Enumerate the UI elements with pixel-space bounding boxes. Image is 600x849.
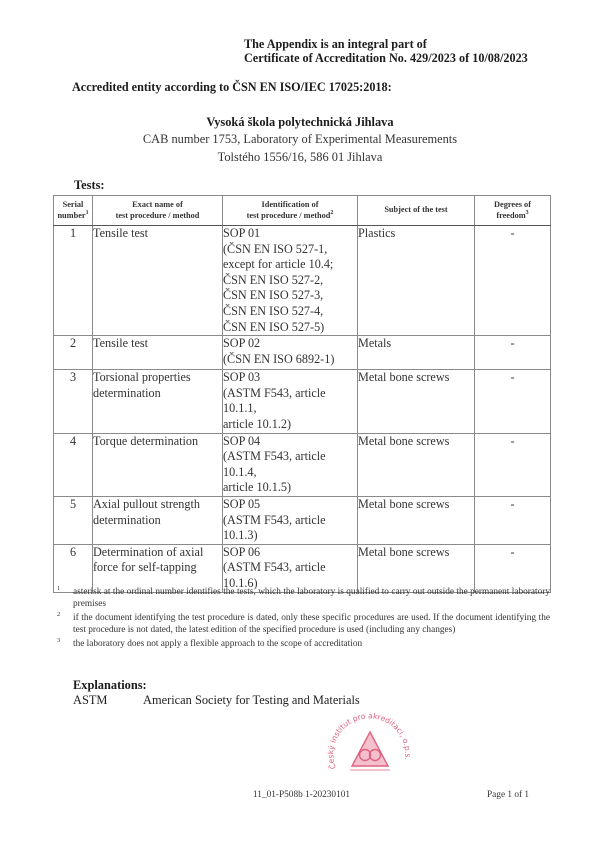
appendix-header-line1: The Appendix is an integral part of	[244, 37, 427, 51]
cell-identification-line: 10.1.3)	[223, 528, 258, 543]
cell-test-name-line: Axial pullout strength	[93, 496, 200, 511]
cell-identification-line: (ASTM F543, article	[223, 449, 326, 464]
appendix-header	[244, 37, 528, 65]
cell-subject: Metal bone screws	[358, 496, 475, 544]
header-identification	[223, 196, 358, 226]
header-degrees-line1: Degrees of	[494, 200, 531, 209]
cell-serial-number: 6	[54, 544, 93, 592]
cell-test-name	[93, 496, 223, 544]
cell-degrees-of-freedom: -	[475, 433, 551, 496]
table-header-row	[54, 196, 551, 226]
stamp-triangle	[352, 732, 388, 766]
cell-identification-line: ČSN EN ISO 527-4,	[223, 303, 324, 318]
cell-test-name	[93, 226, 223, 336]
footnote-ref: 3	[525, 209, 529, 216]
tests-table	[53, 195, 551, 593]
cell-identification-line: ČSN EN ISO 527-3,	[223, 288, 324, 303]
header-degrees-of-freedom	[475, 196, 551, 226]
tests-table-body	[54, 226, 551, 593]
footnote-1	[53, 587, 550, 610]
cell-test-name	[93, 433, 223, 496]
cell-test-name	[93, 336, 223, 370]
footnote-text: the laboratory does not apply a flexible approach to the scope of accreditation	[73, 639, 363, 650]
cell-identification-line: article 10.1.5)	[223, 480, 292, 495]
explanation-abbreviation: ASTM	[73, 693, 108, 707]
cell-identification	[223, 336, 358, 370]
cell-identification-line: (ČSN EN ISO 527-1,	[223, 241, 328, 256]
cell-identification-line: 10.1.1,	[223, 401, 257, 416]
footnotes	[53, 587, 550, 654]
cell-identification-line: ČSN EN ISO 527-2,	[223, 272, 324, 287]
cell-identification-line: SOP 05	[223, 496, 261, 511]
cell-identification-line: SOP 04	[223, 433, 261, 448]
header-subject: Subject of the test	[358, 196, 475, 226]
tests-label: Tests:	[74, 178, 105, 192]
cell-test-name	[93, 544, 223, 592]
cell-identification	[223, 226, 358, 336]
accreditation-stamp-icon	[326, 710, 414, 786]
cell-identification	[223, 433, 358, 496]
header-id-line1: Identification of	[261, 200, 319, 209]
cell-degrees-of-freedom: -	[475, 226, 551, 336]
cell-identification-line: (ČSN EN ISO 6892-1)	[223, 351, 335, 366]
cell-serial-number: 1	[54, 226, 93, 336]
cell-serial-number: 3	[54, 370, 93, 433]
cell-identification-line: SOP 06	[223, 544, 261, 559]
cell-test-name-line: Tensile test	[93, 336, 148, 351]
cell-test-name-line: Torque determination	[93, 433, 199, 448]
organization-name: Vysoká škola polytechnická Jihlava	[206, 115, 394, 129]
header-name-line2: test procedure / method	[115, 210, 200, 220]
cell-subject: Metals	[358, 336, 475, 370]
cell-test-name-line: Tensile test	[93, 226, 148, 240]
cell-degrees-of-freedom: -	[475, 496, 551, 544]
cell-identification	[223, 544, 358, 592]
cell-identification-line: (ASTM F543, article	[223, 385, 326, 400]
cell-degrees-of-freedom: -	[475, 544, 551, 592]
table-row	[54, 496, 551, 544]
header-name-line1: Exact name of	[132, 200, 183, 209]
footnote-ref: 1	[85, 209, 89, 216]
cell-identification-line: SOP 03	[223, 370, 261, 385]
header-id-line2: test procedure / method	[246, 210, 331, 220]
footnote-mark: 3	[57, 637, 61, 645]
cell-subject: Metal bone screws	[358, 544, 475, 592]
footnote-2	[53, 613, 550, 636]
cell-identification-line: 10.1.6)	[223, 575, 258, 590]
cell-identification	[223, 370, 358, 433]
cell-identification	[223, 496, 358, 544]
cell-identification-line: (ASTM F543, article	[223, 512, 326, 527]
table-row	[54, 433, 551, 496]
cell-identification-line: (ASTM F543, article	[223, 560, 326, 575]
explanations-title: Explanations:	[73, 678, 147, 692]
cell-identification-line: ČSN EN ISO 527-5)	[223, 319, 325, 334]
page-number: Page 1 of 1	[487, 790, 530, 800]
explanation-definition: American Society for Testing and Materials	[143, 693, 360, 707]
cell-degrees-of-freedom: -	[475, 336, 551, 370]
cell-subject: Metal bone screws	[358, 370, 475, 433]
footnote-mark: 1	[57, 585, 61, 592]
footnote-3	[53, 639, 550, 651]
cell-test-name-line: determination	[93, 385, 161, 400]
appendix-header-line2: Certificate of Accreditation No. 429/2023 of 10/08/2023	[244, 51, 528, 65]
cell-serial-number: 4	[54, 433, 93, 496]
table-row	[54, 370, 551, 433]
footnote-text: asterisk at the ordinal number identifies the tests, which the laboratory is qualified to carry out outside the permanent laboratory premises	[73, 587, 550, 609]
table-row	[54, 544, 551, 592]
cell-test-name-line: Torsional properties	[93, 370, 191, 385]
footnote-text: if the document identifying the test procedure is dated, only these specific procedures are used. If the document identifying the test procedure is not dated, the latest edition of the specified procedure is used (including any changes)	[73, 613, 550, 635]
cell-identification-line: 10.1.4,	[223, 464, 257, 479]
organization-cab: CAB number 1753, Laboratory of Experimental Measurements	[142, 132, 458, 146]
header-test-name	[93, 196, 223, 226]
header-serial-number	[54, 196, 93, 226]
cell-subject: Metal bone screws	[358, 433, 475, 496]
footnote-ref: 2	[330, 209, 334, 216]
cell-serial-number: 5	[54, 496, 93, 544]
table-row	[54, 336, 551, 370]
cell-test-name-line: force for self-tapping	[93, 560, 197, 575]
cell-serial-number: 2	[54, 336, 93, 370]
header-serial-text: Serial number	[57, 200, 86, 220]
document-code: 11_01-P508b 1-20230101	[253, 790, 351, 800]
cell-identification-line: SOP 01	[223, 226, 261, 240]
cell-test-name-line: Determination of axial	[93, 544, 204, 559]
cell-degrees-of-freedom: -	[475, 370, 551, 433]
cell-identification-line: except for article 10.4;	[223, 257, 334, 272]
accredited-entity-heading: Accredited entity according to ČSN EN ISO/IEC 17025:2018:	[72, 80, 392, 94]
cell-subject: Plastics	[358, 226, 475, 336]
header-degrees-line2: freedom	[496, 210, 526, 220]
stamp-text: Český institut pro akreditaci, o.p.s.	[326, 711, 413, 771]
cell-test-name-line: determination	[93, 512, 161, 527]
cell-test-name	[93, 370, 223, 433]
cell-identification-line: article 10.1.2)	[223, 416, 292, 431]
footnote-mark: 2	[57, 611, 61, 619]
table-row	[54, 226, 551, 336]
organization-address: Tolstého 1556/16, 586 01 Jihlava	[217, 150, 383, 164]
cell-identification-line: SOP 02	[223, 336, 261, 351]
